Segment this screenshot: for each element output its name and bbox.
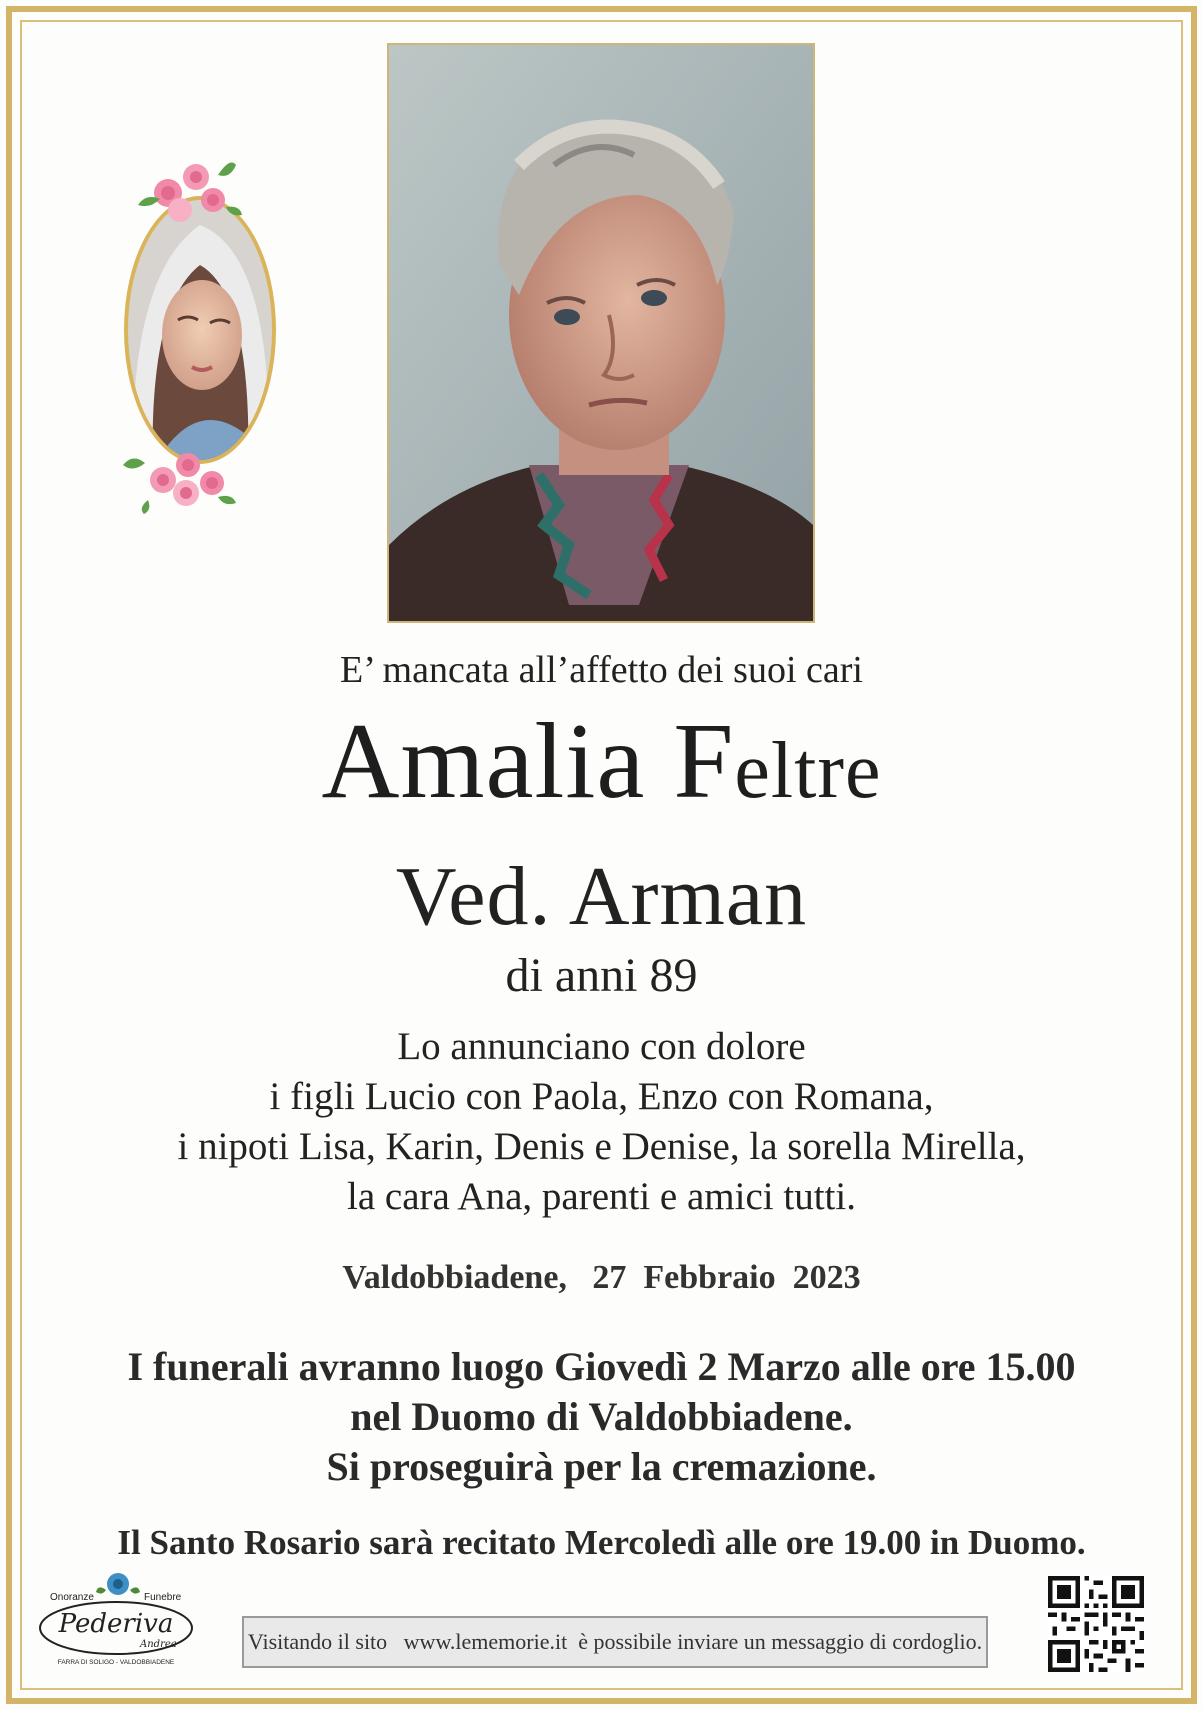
portrait-photo bbox=[387, 43, 815, 623]
age-text: di anni 89 bbox=[505, 949, 698, 1002]
logo-location: FARRA DI SOLIGO - VALDOBBIADENE bbox=[57, 1659, 175, 1666]
rose-cluster-bottom bbox=[123, 453, 236, 514]
married-name: Ved. Arman bbox=[395, 850, 808, 943]
announce-line: Lo annunciano con dolore bbox=[397, 1025, 806, 1068]
intro-text: E’ mancata all’affetto dei suoi cari bbox=[340, 649, 863, 691]
funeral-line: nel Duomo di Valdobbiadene. bbox=[350, 1394, 853, 1439]
announce-line: la cara Ana, parenti e amici tutti. bbox=[347, 1175, 856, 1218]
logo-name: Pederiva bbox=[58, 1609, 174, 1639]
deceased-name-main: Amalia F bbox=[321, 702, 735, 821]
funeral-line: Si proseguirà per la cremazione. bbox=[326, 1444, 877, 1489]
logo-top-left: Onoranze bbox=[50, 1592, 94, 1603]
madonna-portrait-with-roses bbox=[118, 145, 293, 520]
deceased-name-tail: eltre bbox=[734, 727, 882, 815]
website-message-box bbox=[242, 1616, 988, 1668]
logo-top-right: Funebre bbox=[144, 1592, 182, 1603]
announce-line: i nipoti Lisa, Karin, Denis e Denise, la sorella Mirella, bbox=[177, 1125, 1026, 1168]
site-prefix: Visitando il sito bbox=[247, 1629, 404, 1654]
rosary-text: Il Santo Rosario sarà recitato Mercoledì alle ore 19.00 in Duomo. bbox=[117, 1523, 1086, 1562]
place-and-date: Valdobbiadene, 27 Febbraio 2023 bbox=[342, 1259, 861, 1296]
site-suffix: è possibile inviare un messaggio di cordoglio. bbox=[567, 1629, 983, 1654]
deceased-name bbox=[0, 700, 1203, 824]
logo-sub: Andrea bbox=[140, 1639, 177, 1650]
funeral-home-logo bbox=[36, 1570, 196, 1666]
announce-line: i figli Lucio con Paola, Enzo con Romana, bbox=[269, 1075, 934, 1118]
qr-code-icon[interactable] bbox=[1048, 1576, 1144, 1672]
rose-logo-icon bbox=[96, 1573, 140, 1595]
site-url-link[interactable]: www.lememorie.it bbox=[403, 1629, 568, 1654]
funeral-line: I funerali avranno luogo Giovedì 2 Marzo alle ore 15.00 bbox=[127, 1344, 1076, 1389]
